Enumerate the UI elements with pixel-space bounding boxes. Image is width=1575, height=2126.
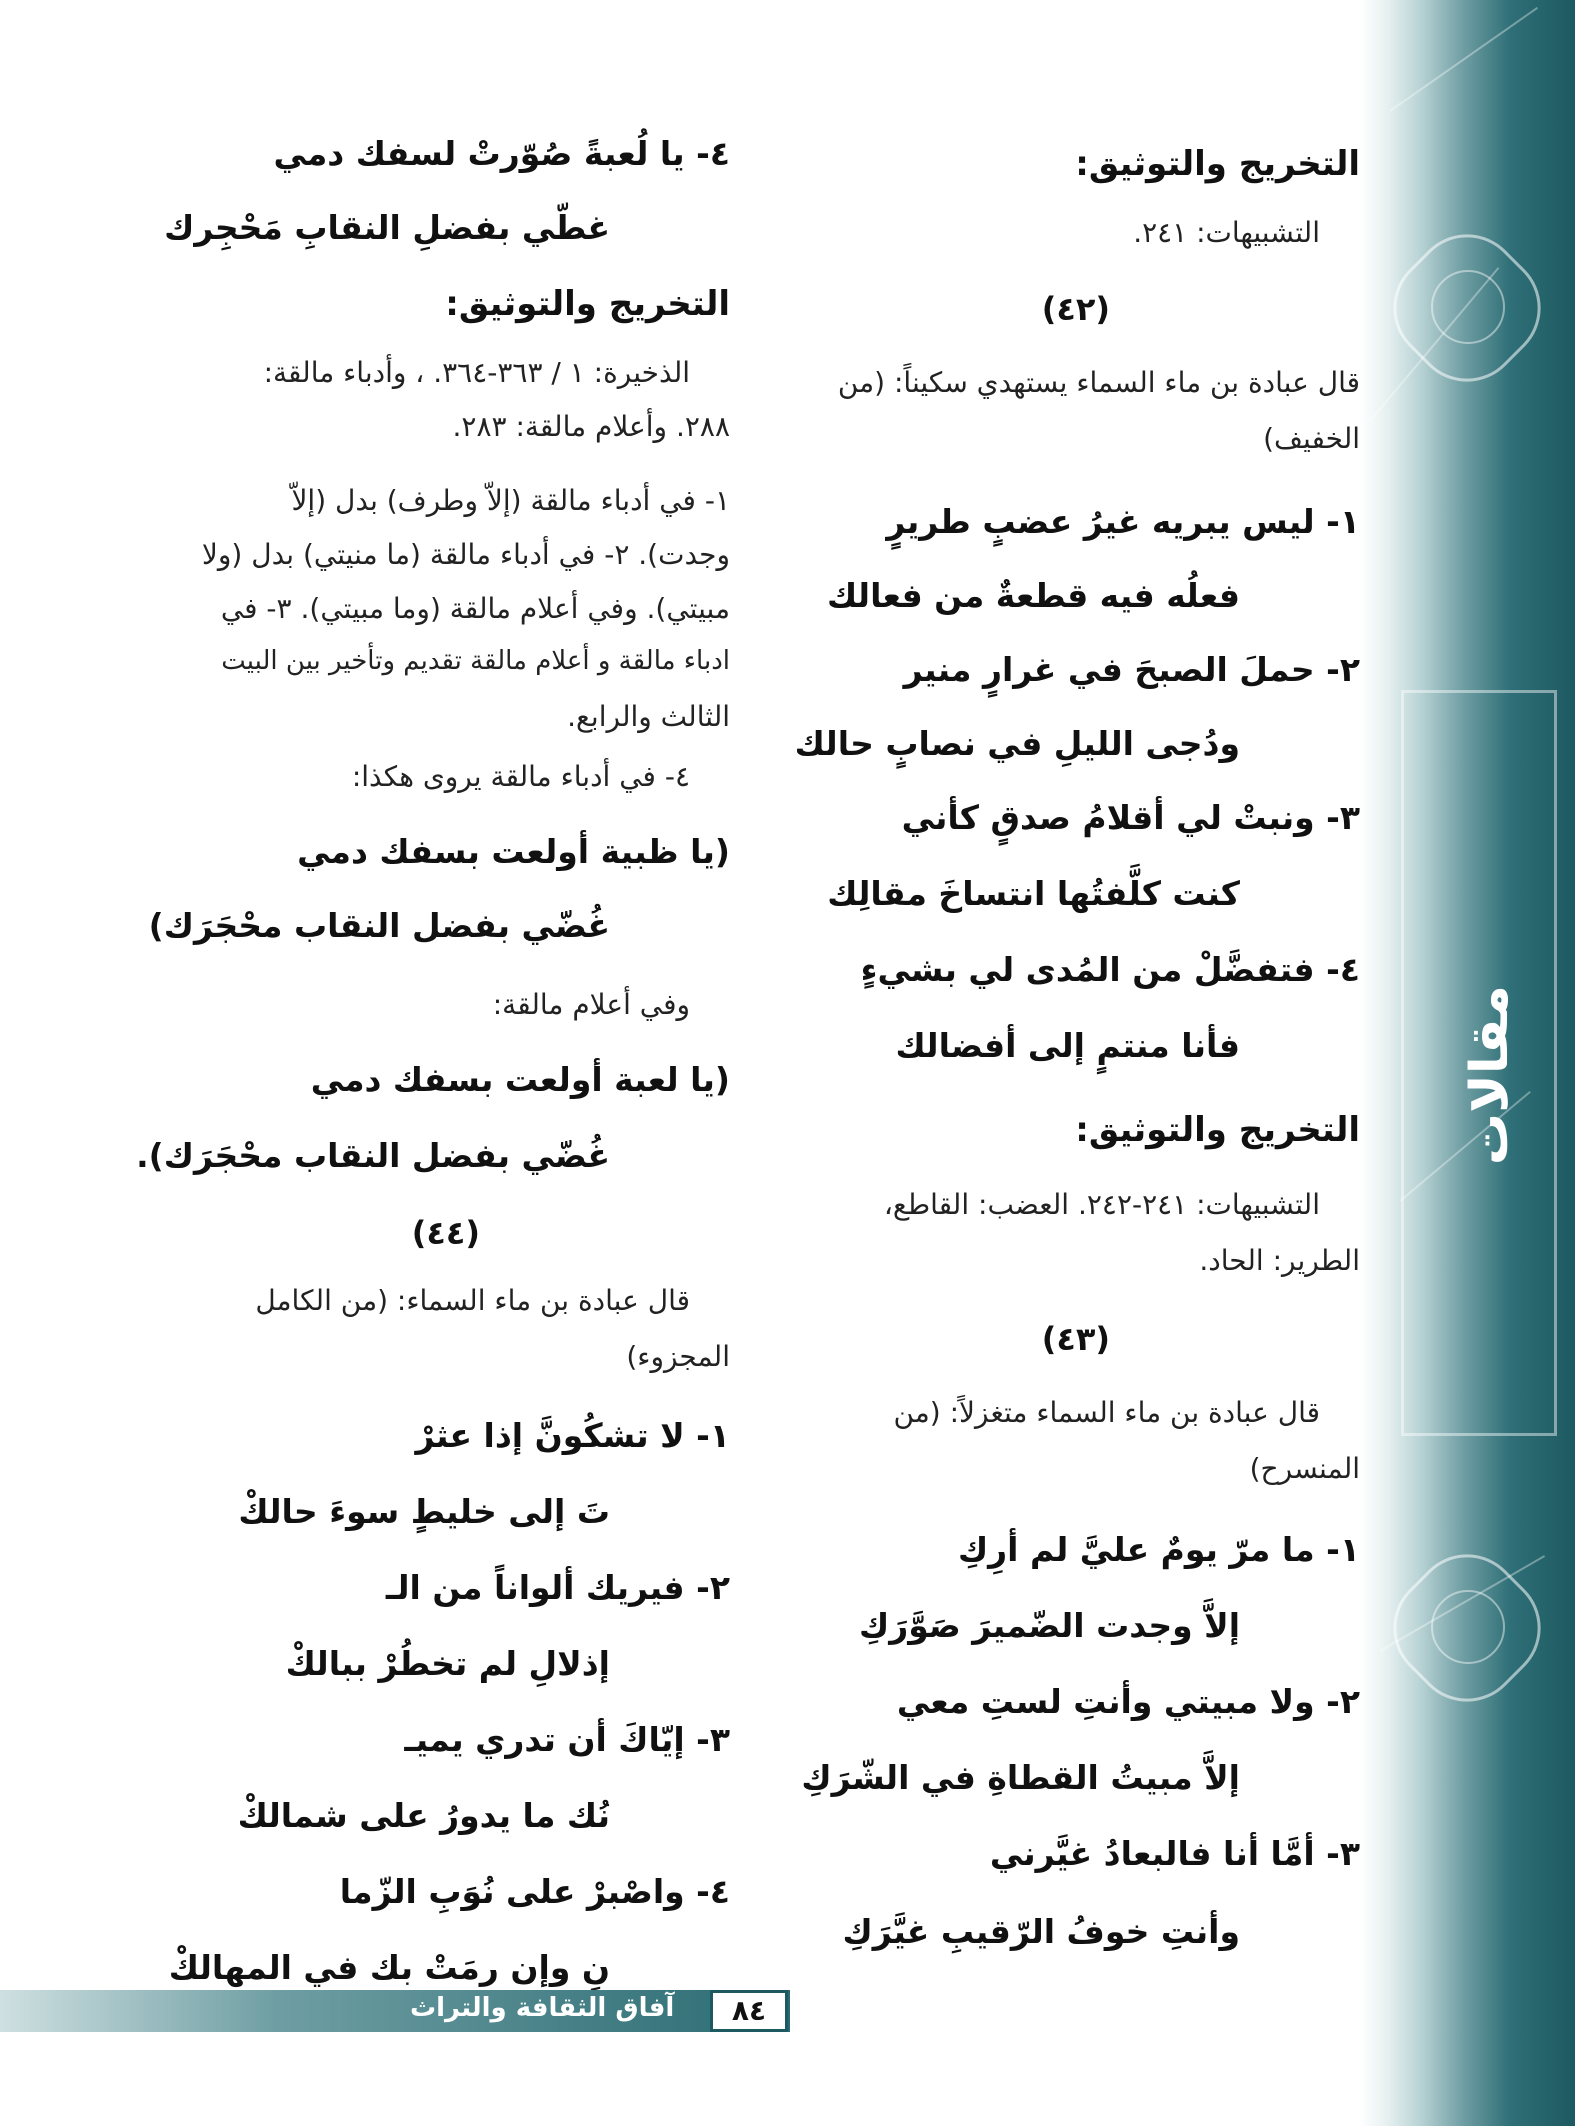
note-line: وجدت). ٢- في أدباء مالقة (ما منيتي) بدل (ولا <box>201 538 730 571</box>
arabesque-ornament <box>1431 270 1505 344</box>
note-line: الثالث والرابع. <box>567 700 730 733</box>
verse-line: ٣- أمَّا أنا فالبعادُ غيَّرني <box>989 1834 1360 1873</box>
verse-line: غطّي بفضلِ النقابِ مَحْجِرك <box>164 208 610 247</box>
note-line: ١- في أدباء مالقة (إلاّ وطرف) بدل (إلاّ <box>291 484 730 517</box>
poem-number: (٤٣) <box>1041 1320 1110 1358</box>
verse-line: ٣- إيّاكَ أن تدري يميـ <box>404 1720 730 1759</box>
verse-line: ودُجى الليلِ في نصابٍ حالك <box>794 724 1240 763</box>
verse-line: (يا لعبة أولعت بسفك دمي <box>310 1060 730 1099</box>
verse-line: تَ إلى خليطٍ سوءَ حالكْ <box>238 1492 610 1531</box>
reference-text: ٢٨٨. وأعلام مالقة: ٢٨٣. <box>452 410 730 443</box>
verse-line: ٤- فتفضَّلْ من المُدى لي بشيءٍ <box>860 950 1360 989</box>
verse-line: (يا ظبية أولعت بسفك دمي <box>297 832 730 871</box>
verse-line: نِ وإن رمَتْ بك في المهالكْ <box>168 1948 610 1987</box>
verse-line: غُضّي بفضل النقاب محْجَرَك) <box>148 906 610 945</box>
page-number: ٨٤ <box>710 1990 788 2032</box>
journal-title: آفاق الثقافة والتراث <box>410 1993 675 2023</box>
verse-line: غُضّي بفضل النقاب محْجَرَك). <box>136 1136 610 1175</box>
poem-number: (٤٤) <box>411 1214 480 1252</box>
note-line: وفي أعلام مالقة: <box>492 988 690 1021</box>
verse-line: فعلُه فيه قطعةٌ من فعالك <box>826 576 1240 615</box>
poem-intro: المجزوء) <box>626 1340 730 1373</box>
marble-vein <box>1389 7 1538 112</box>
section-heading: التخريج والتوثيق: <box>445 284 730 324</box>
note-line: ٤- في أدباء مالقة يروى هكذا: <box>351 760 690 793</box>
verse-line: ٢- فيريك ألواناً من الـ <box>385 1568 730 1607</box>
poem-intro: قال عبادة بن ماء السماء يستهدي سكيناً: (من <box>837 366 1360 399</box>
note-line: مبيتي). وفي أعلام مالقة (وما مبيتي). ٣- في <box>220 592 730 625</box>
verse-line: ٢- حملَ الصبحَ في غرارٍ منير <box>903 650 1360 689</box>
verse-line: ٤- واصْبرْ على نُوَبِ الزّما <box>339 1872 730 1911</box>
verse-line: إذلالِ لم تخطُرْ ببالكْ <box>285 1644 610 1683</box>
verse-line: وأنتِ خوفُ الرّقيبِ غيَّرَكِ <box>842 1912 1240 1951</box>
poem-intro: قال عبادة بن ماء السماء: (من الكامل <box>255 1284 690 1317</box>
reference-text: التشبيهات: ٢٤١-٢٤٢. العضب: القاطع، <box>883 1188 1320 1221</box>
verse-line: نُك ما يدورُ على شمالكْ <box>237 1796 610 1835</box>
verse-line: كنت كلَّفتُها انتساخَ مقالِك <box>827 874 1240 913</box>
verse-line: فأنا منتمٍ إلى أفضالك <box>895 1026 1240 1065</box>
note-line: ادباء مالقة و أعلام مالقة تقديم وتأخير بين البيت <box>221 646 730 676</box>
verse-line: ٣- ونبتْ لي أقلامُ صدقٍ كأني <box>901 798 1360 837</box>
verse-line: ٤- يا لُعبةً صُوّرتْ لسفك دمي <box>273 134 730 173</box>
poem-intro: المنسرح) <box>1249 1452 1360 1485</box>
section-label: مقالات <box>1460 985 1520 1166</box>
section-heading: التخريج والتوثيق: <box>1075 1110 1360 1150</box>
poem-number: (٤٢) <box>1041 290 1110 328</box>
verse-line: إلاَّ وجدت الضّميرَ صَوَّرَكِ <box>858 1606 1240 1645</box>
verse-line: ٢- ولا مبيتي وأنتِ لستِ معي <box>896 1682 1360 1721</box>
arabesque-ornament <box>1431 1590 1505 1664</box>
verse-line: ١- ما مرّ يومٌ عليَّ لم أرِكِ <box>957 1530 1360 1569</box>
reference-text: الذخيرة: ١ / ٣٦٣-٣٦٤. ، وأدباء مالقة: <box>263 356 690 389</box>
verse-line: ١- ليس يبريه غيرُ عضبٍ طريرٍ <box>886 502 1360 541</box>
verse-line: إلاَّ مبيتُ القطاةِ في الشّرَكِ <box>801 1758 1240 1797</box>
poem-intro: الخفيف) <box>1263 422 1360 455</box>
poem-intro: قال عبادة بن ماء السماء متغزلاً: (من <box>893 1396 1320 1429</box>
section-heading: التخريج والتوثيق: <box>1075 144 1360 184</box>
verse-line: ١- لا تشكُونَّ إذا عثرْ <box>415 1416 730 1455</box>
reference-text: الطرير: الحاد. <box>1199 1244 1360 1277</box>
reference-text: التشبيهات: ٢٤١. <box>1133 216 1320 249</box>
